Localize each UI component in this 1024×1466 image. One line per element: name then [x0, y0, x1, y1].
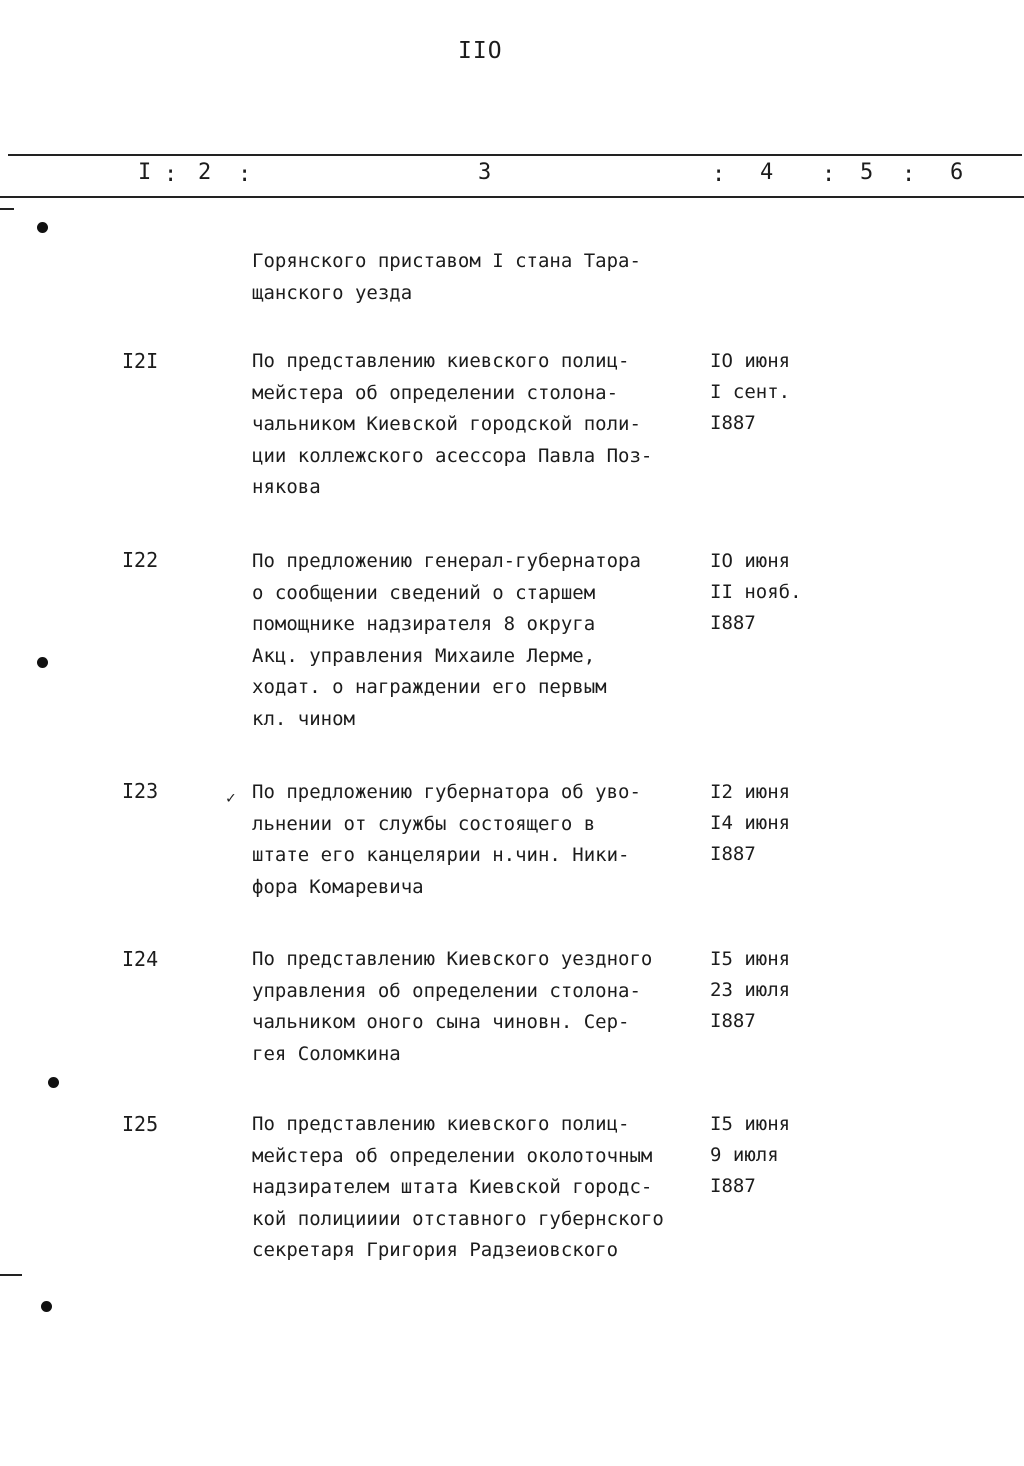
intro-text: Горянского приставом I стана Тара- щанского уезда — [252, 250, 641, 304]
entry-text: По предложению губернатора об уво- льнении от службы состоящего в штате его канцелярии н.чин. Ники- фора Комаревича — [252, 781, 641, 898]
column-separator: : — [822, 162, 836, 187]
page-number: IIO — [458, 38, 503, 64]
entry-number: I2I — [122, 349, 159, 373]
entry-number: I25 — [122, 1112, 159, 1136]
entry-text: По представлению киевского полиц- мейстера об определении столона- чальником Киевской городской поли- ции коллежского асессора Павла Поз- някова — [252, 350, 653, 498]
column-header-1: I — [138, 160, 152, 185]
entry-number: I24 — [122, 947, 159, 971]
entry-dates: I2 июня I4 июня I887 — [710, 781, 791, 865]
column-separator: : — [238, 162, 252, 187]
column-header-3: 3 — [478, 160, 492, 185]
entry-dates: I5 июня 9 июля I887 — [710, 1113, 791, 1197]
column-header-4: 4 — [760, 160, 774, 185]
column-separator: : — [902, 162, 916, 187]
entry-dates: IO июня II нояб. I887 — [710, 550, 802, 634]
punch-hole-dot — [48, 1077, 59, 1088]
punch-hole-dot — [37, 222, 48, 233]
entry-text: По представлению Киевского уездного управления об определении столона- чальником оного сына чиновн. Сер- гея Соломкина — [252, 948, 653, 1065]
entry-text: По представлению киевского полиц- мейстера об определении околоточным надзирателем штата Киевской городс- кой полицииии отставного губернского секретаря Григория Радзеиовского — [252, 1113, 664, 1261]
entry-text: По предложению генерал-губернатора о сообщении сведений о старшем помощнике надзирателя 8 округа Акц. управления Михаиле Лерме, ходат. о награждении его первым кл. чином — [252, 550, 641, 730]
column-separator: : — [164, 162, 178, 187]
punch-hole-dot — [37, 657, 48, 668]
table-header-bottom-rule — [0, 196, 1024, 198]
margin-tick — [0, 208, 14, 210]
column-header-2: 2 — [198, 160, 212, 185]
margin-tick — [0, 1274, 22, 1276]
table-header-top-rule — [8, 154, 1022, 156]
punch-hole-dot — [41, 1301, 52, 1312]
entry-number: I23 — [122, 779, 159, 803]
column-header-5: 5 — [860, 160, 874, 185]
entry-dates: IO июня I сент. I887 — [710, 350, 791, 434]
entry-dates: I5 июня 23 июля I887 — [710, 948, 791, 1032]
check-mark: ✓ — [226, 788, 236, 807]
entry-number: I22 — [122, 548, 159, 572]
column-separator: : — [712, 162, 726, 187]
column-header-6: 6 — [950, 160, 964, 185]
